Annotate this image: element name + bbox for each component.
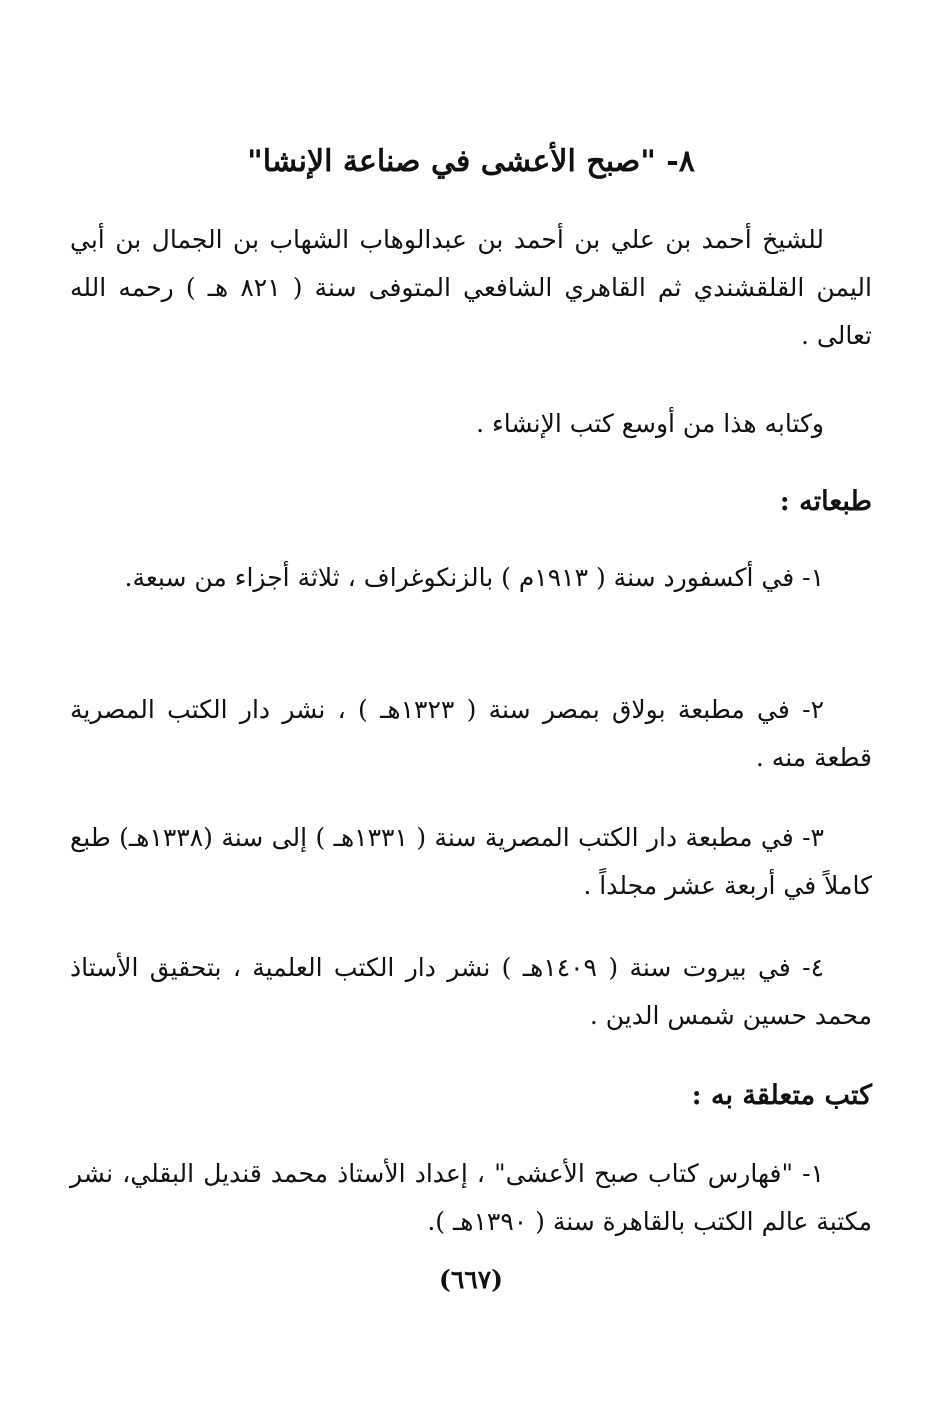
edition-item-1: ١- في أكسفورد سنة ( ١٩١٣م ) بالزنكوغراف ، ثلاثة أجزاء من سبعة. [124, 563, 824, 592]
edition-item-3: ٣- في مطبعة دار الكتب المصرية سنة ( ١٣٣١هـ ) إلى سنة (١٣٣٨هـ) طبع كاملاً في أربعة عشر مجلداً . [70, 823, 872, 900]
note-paragraph: وكتابه هذا من أوسع كتب الإنشاء . [476, 409, 824, 438]
entry-heading: ٨- "صبح الأعشى في صناعة الإنشا" [247, 144, 695, 179]
editions-title: طبعاته : [779, 486, 872, 517]
edition-item-4: ٤- في بيروت سنة ( ١٤٠٩هـ ) نشر دار الكتب العلمية ، بتحقيق الأستاذ محمد حسين شمس الدين . [70, 953, 872, 1030]
edition-item-2: ٢- في مطبعة بولاق بمصر سنة ( ١٣٢٣هـ ) ، نشر دار الكتب المصرية قطعة منه . [70, 695, 872, 772]
page-number: (٦٦٧) [439, 1265, 503, 1294]
intro-paragraph: للشيخ أحمد بن علي بن أحمد بن عبدالوهاب الشهاب بن الجمال بن أبي اليمن القلقشندي ثم القاهري الشافعي المتوفى سنة ( ٨٢١ هـ ) رحمه الله تعالى . [70, 225, 872, 350]
related-books-title: كتب متعلقة به : [691, 1080, 872, 1111]
document-page [70, 0, 872, 1402]
related-book-item-1: ١- "فهارس كتاب صبح الأعشى" ، إعداد الأستاذ محمد قنديل البقلي، نشر مكتبة عالم الكتب بالقاهرة سنة ( ١٣٩٠هـ ). [70, 1159, 872, 1236]
